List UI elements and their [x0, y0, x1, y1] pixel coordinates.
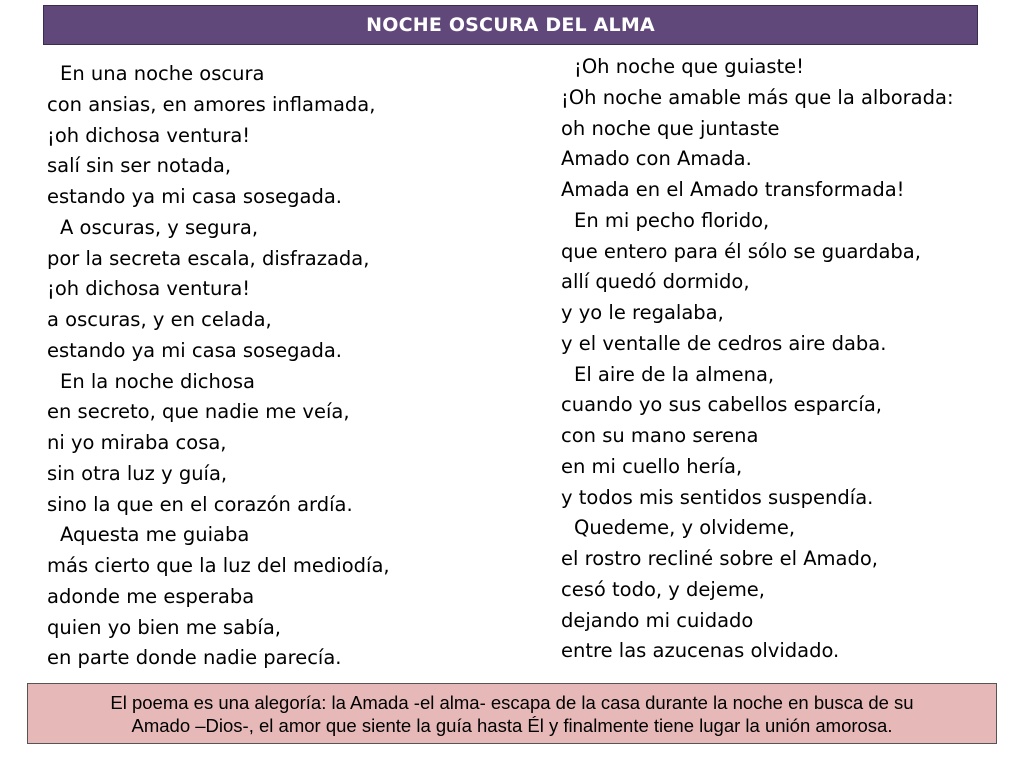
- page-title: NOCHE OSCURA DEL ALMA: [366, 14, 655, 36]
- poem-line: más cierto que la luz del mediodía,: [47, 554, 390, 577]
- poem-line: en parte donde nadie parecía.: [47, 646, 342, 670]
- poem-line: En mi pecho florido,: [574, 208, 770, 232]
- poem-line: cuando yo sus cabellos esparcía,: [561, 393, 882, 417]
- poem-line: ni yo miraba cosa,: [47, 431, 227, 454]
- title-banner: [43, 5, 978, 45]
- poem-line: a oscuras, y en celada,: [47, 308, 272, 331]
- poem-line: Quedeme, y olvideme,: [574, 516, 796, 540]
- poem-column-left: [47, 59, 390, 674]
- poem-line: estando ya mi casa sosegada.: [47, 338, 342, 362]
- poem-line: sin otra luz y guía,: [47, 461, 228, 485]
- poem-line: en secreto, que nadie me veía,: [47, 400, 350, 424]
- poem-line: en mi cuello hería,: [561, 454, 743, 478]
- poem-line: En la noche dichosa: [60, 369, 255, 393]
- poem-line: que entero para él sólo se guardaba,: [561, 239, 921, 263]
- poem-line: con su mano serena: [561, 424, 759, 447]
- summary-line: Amado –Dios-, el amor que siente la guía hasta Él y finalmente tiene lugar la unión amorosa.: [131, 714, 893, 736]
- poem-line: adonde me esperaba: [47, 584, 255, 608]
- poem-line: entre las azucenas olvidado.: [561, 639, 840, 663]
- poem-line: Amado con Amada.: [561, 147, 752, 171]
- poem-line: En una noche oscura: [60, 62, 265, 85]
- poem-line: dejando mi cuidado: [561, 608, 754, 632]
- poem-line: cesó todo, y dejeme,: [561, 577, 766, 601]
- poem-line: ¡Oh noche amable más que la alborada:: [561, 85, 954, 109]
- poem-line: ¡oh dichosa ventura!: [47, 277, 251, 301]
- poem-line: ¡Oh noche que guiaste!: [574, 55, 804, 78]
- summary-text: [110, 691, 913, 737]
- poem-line: El aire de la almena,: [574, 362, 775, 386]
- summary-box: [27, 683, 997, 744]
- summary-line: El poema es una alegoría: la Amada -el alma- escapa de la casa durante la noche en busca de su: [110, 691, 914, 713]
- poem-line: y yo le regalaba,: [561, 301, 724, 324]
- poem-line: Amada en el Amado transformada!: [561, 178, 905, 201]
- poem-line: por la secreta escala, disfrazada,: [47, 246, 370, 270]
- poem-line: con ansias, en amores inflamada,: [47, 92, 376, 116]
- poem-line: quien yo bien me sabía,: [47, 615, 281, 639]
- poem-line: oh noche que juntaste: [561, 116, 780, 140]
- poem-line: sino la que en el corazón ardía.: [47, 492, 353, 516]
- poem-line: y todos mis sentidos suspendía.: [561, 485, 874, 509]
- poem-line: allí quedó dormido,: [561, 270, 750, 294]
- poem-line: salí sin ser notada,: [47, 154, 232, 178]
- poem-line: el rostro recliné sobre el Amado,: [561, 547, 879, 570]
- poem-line: y el ventalle de cedros aire daba.: [561, 331, 887, 355]
- poem-line: estando ya mi casa sosegada.: [47, 185, 342, 208]
- poem-line: A oscuras, y segura,: [60, 215, 259, 239]
- poem-line: Aquesta me guiaba: [60, 523, 250, 547]
- poem-line: ¡oh dichosa ventura!: [47, 123, 251, 147]
- poem-column-right: [561, 52, 954, 667]
